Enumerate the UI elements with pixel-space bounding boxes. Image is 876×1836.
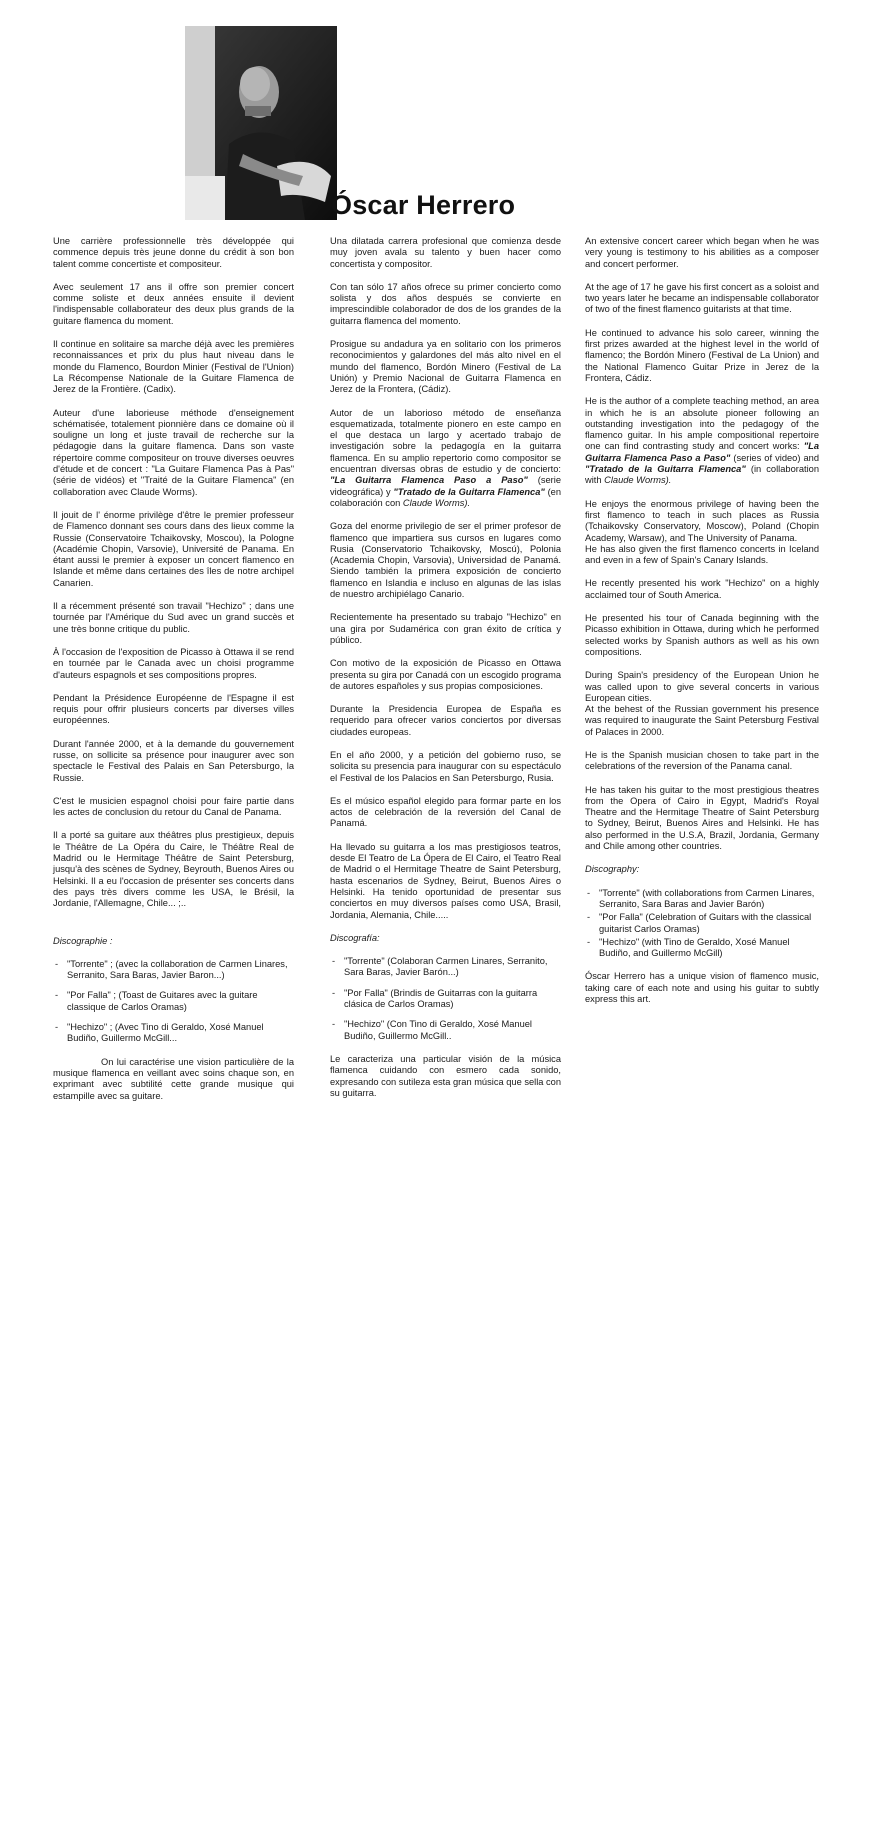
method-text: He is the author of a complete teaching method, an area in which he is an absolute pioneer following an outstanding investigation into the pedagogy of the flamenco guitar. In his ample compositional repertoire one can find contrasting study and concert works: [585,396,819,452]
discography-item: - "Hechizo" (Con Tino di Geraldo, Xosé Manuel Budiño, Guillermo McGill.. [330,1019,561,1042]
french-paragraph: Durant l'année 2000, et à la demande du gouvernement russe, on sollicite sa présence pour inaugurer avec son spectacle le Festival des Palais en San Petersburgo, la Russie. [53,738,294,783]
method-text: (en colaboración con [330,486,561,508]
english-paragraph: At the age of 17 he gave his first concert as a soloist and two years later he became an indispensable collaborator of two of the finest flamenco guitarists at that time. [585,281,819,315]
english-paragraph: He is the Spanish musician chosen to take part in the celebrations of the reversion of the Panama canal. [585,749,819,772]
spanish-closing: Le caracteriza una particular visión de la música flamenca cuidando con esmero cada sonido, expresando con sutileza esta gran música que sella con su guitarra. [330,1053,562,1098]
french-paragraph: À l'occasion de l'exposition de Picasso à Ottawa il se rend en tournée par le Canada avec un choisi programme d'auteurs espagnols et ses compositions propres. [53,646,294,680]
discography-item: - "Torrente" (with collaborations from Carmen Linares, Serranito, Sara Baras and Javier Barón) [585,888,819,911]
method-collaborator: Claude Worms). [402,497,471,508]
french-discography-list [53,959,294,1045]
spanish-paragraph: Goza del enorme privilegio de ser el primer profesor de flamenco que impartiera sus cursos en lugares como Rusia (Conservatorio Tchaikovsky, Moscú), Polonia (Academia Chopin, Varsovia), Universidad de Panamá. Siendo también la primera exposición de concierto flamenco en Islandia e incluso en algunas de las islas de nuestro archipiélago Canario. [330,521,561,600]
spanish-paragraph: Recientemente ha presentado su trabajo "Hechizo" en una gira por Sudamérica con gran éxito de crítica y público. [330,612,561,645]
english-paragraph: During Spain's presidency of the European Union he was called upon to give several concerts in various European cities. [585,670,819,703]
spanish-paragraph: Es el músico español elegido para formar parte en los actos de celebración de la reversión del Canal de Panamá. [330,795,561,829]
spanish-paragraph: En el año 2000, y a petición del gobierno ruso, se solicita su presencia para inaugurar con su espectáculo el Festival de los Palacios en San Petersburgo, Rusia. [330,749,561,783]
method-work-title: "La Guitarra Flamenca Paso a Paso" [585,441,819,463]
spanish-paragraph: Con motivo de la exposición de Picasso en Ottawa presenta su gira por Canadá con un escogido programa de autores españoles y sus propias composiciones. [330,658,561,691]
spanish-paragraph: Prosigue su andadura ya en solitario con los primeros reconocimientos y galardones del más alto nivel en el mundo del flamenco, Bordón Minero (Festival de La Unión) y Premio Nacional de Guitarra Flamenca en Jerez de la Frontera, (Cádiz). [330,339,561,395]
method-work-title: "Tratado de la Guitarra Flamenca" [393,486,545,497]
french-column [53,236,294,1114]
french-paragraph: Une carrière professionnelle très développée qui commence depuis très jeune donne du crédit à son bon talent comme concertiste et compositeur. [53,236,294,269]
spanish-paragraph: Ha llevado su guitarra a los mas prestigiosos teatros, desde El Teatro de La Ópera de El Cairo, el Teatro Real de Madrid o el Hermitage Theatre de Saint Petersburg, hasta escenarios de Sydney, Beirut, Buenos Aires o Helsinki. Ha tenido oportunidad de presentar sus conciertos en muy diversos países como USA, Brasil, Jordania, Alemania, Chile..... [330,841,561,920]
english-discography-heading: Discography: [585,864,640,875]
french-paragraph: Il a porté sa guitare aux théâtres plus prestigieux, depuis le Théâtre de La Opéra du Caire, le Théâtre Real de Madrid ou le Hermitage Théâtre de Saint Petersburg, jusqu'à des scènes de Sydney, Beyrouth, Buenos Aires ou Helsinki. Il a eu l'occasion de présenter ses concerts dans des pays très divers comme les USA, le Brésil, la Jordanie, l'Allemagne, Chile... ;.. [53,830,294,909]
english-paragraph: He has also given the first flamenco concerts in Iceland and even in a few of Spain's Canary Islands. [585,543,819,566]
method-text: Autor de un laborioso método de enseñanza esquematizada, totalmente pionero en este campo en el que destaca un largo y acertado trabajo de investigación sobre la pedagogía en la guitarra flamenca. En su amplio repertorio como compositor se encuentran diversas obras de estudio y de concierto: [330,407,561,475]
guitarist-portrait-icon [185,26,337,220]
discography-item: - "Por Falla" ; (Toast de Guitares avec la guitare classique de Carlos Oramas) [53,990,294,1013]
discography-item: - "Hechizo" ; (Avec Tino di Geraldo, Xosé Manuel Budiño, Guillermo McGill... [53,1022,294,1045]
english-paragraph: At the behest of the Russian government his presence was required to inaugurate the Saint Petersburg Festival of Palaces in 2000. [585,704,819,737]
method-text: (in collaboration with [585,464,819,486]
french-paragraph: C'est le musicien espagnol choisi pour faire partie dans les actes de conclusion du retour du Canal de Panama. [53,795,294,818]
english-discography-list [585,888,819,960]
english-paragraph: He has taken his guitar to the most prestigious theatres from the Opera of Cairo in Egypt, Madrid's Royal Theatre and the Hermitage Theatre of Saint Petersburg to Sydney, Beirut, Buenos Aires and Helsinki. He has also performed in the U.S.A, Brazil, Jordania, Germany and Chile among other countries. [585,784,819,852]
english-method-paragraph [585,396,819,486]
english-column [585,236,819,1017]
english-paragraph: An extensive concert career which began when he was very young is testimony to his abilities as a composer and concert performer. [585,236,819,269]
french-discography-heading: Discographie : [53,935,113,946]
discography-item: - "Por Falla" (Brindis de Guitarras con la guitarra clásica de Carlos Oramas) [330,988,561,1011]
english-paragraph: He presented his tour of Canada beginning with the Picasso exhibition in Ottawa, during which he performed selected works by Spanish authors as well as his own compositions. [585,613,819,657]
discography-item: - "Torrente" ; (avec la collaboration de Carmen Linares, Serranito, Sara Baras, Javier Baron...) [53,959,294,982]
page-title: Óscar Herrero [331,190,516,220]
english-closing: Óscar Herrero has a unique vision of flamenco music, taking care of each note and using his guitar to subtly express this art. [585,971,819,1005]
method-work-title: "La Guitarra Flamenca Paso a Paso" [330,475,528,486]
english-paragraph: He recently presented his work "Hechizo" on a highly acclaimed tour of South America. [585,578,819,600]
discography-item: - "Hechizo" (with Tino de Geraldo, Xosé Manuel Budiño, and Guillermo McGill) [585,937,819,960]
discography-item: - "Torrente" (Colaboran Carmen Linares, Serranito, Sara Baras, Javier Barón...) [330,956,561,979]
french-paragraph: Avec seulement 17 ans il offre son premier concert comme soliste et deux années ensuite il devient l'indispensable collaborateur des deux plus grands de la guitare flamenca du moment. [53,281,294,326]
method-text: (series of video) and [733,452,819,463]
portrait-photo [185,26,337,220]
spanish-method-paragraph [330,408,561,510]
french-paragraph: Il jouit de l' énorme privilège d'être le premier professeur de Flamenco donnant ses cours dans des lieux comme la Russie (Conservatoire Tchaikovsky, Moscou), la Pologne (Académie Chopin, Varsovie), Université de Panama. En étant aussi le premier à exposer un concert flamenco en Islande et même dans certaines des îles de notre archipel Canarien. [53,509,294,588]
spanish-discography-list [330,956,561,1042]
english-paragraph: He continued to advance his solo career, winning the first prizes awarded at the highest level in the world of flamenco; the Bordón Minero (Festival de La Union) and the National Flamenco Guitar Prize in Jerez de la Frontera, Cádiz. [585,327,819,383]
spanish-paragraph: Una dilatada carrera profesional que comienza desde muy joven avala su talento y buen hacer como concertista y compositor. [330,236,561,269]
french-paragraph: Il continue en solitaire sa marche déjà avec les premières reconnaissances et prix du plus haut niveau dans le monde du Flamenco, Bourdon Minier (Festival de l'Union) La Récompense Nationale de la Guitare Flamenca de Jerez de la Frontière. (Cadix). [53,339,294,395]
method-collaborator: Claude Worms). [604,475,672,486]
french-paragraph: Pendant la Présidence Européenne de l'Espagne il est requis pour offrir plusieurs concerts par diverses villes européennes. [53,692,294,726]
spanish-column [330,236,561,1111]
french-paragraph: Il a récemment présenté son travail "Hechizo" ; dans une tournée par l'Amérique du Sud avec un grand succès et une très bonne critique du public. [53,601,294,634]
method-text: (serie videográfica) y [330,475,561,497]
spanish-discography-heading: Discografía: [330,932,380,943]
english-paragraph: He enjoys the enormous privilege of having been the first flamenco to teach in such places as Russia (Tchaikovsky Conservatory, Moscow), Poland (Chopin Academy, Warsaw), and The University of Panama. [585,498,819,543]
discography-item: - "Por Falla" (Celebration of Guitars with the classical guitarist Carlos Oramas) [585,912,819,935]
spanish-paragraph: Con tan sólo 17 años ofrece su primer concierto como solista y dos años después se convierte en imprescindible colaborador de dos de los grandes de la guitarra flamenca del momento. [330,281,561,326]
spanish-paragraph: Durante la Presidencia Europea de España es requerido para ofrecer varios conciertos por diversas ciudades europeas. [330,704,561,737]
french-closing: On lui caractérise une vision particulière de la musique flamenca en veillant avec soins chaque son, en exprimant avec subtilité cette grande musique qui estampille avec sa guitare. [53,1056,294,1101]
method-work-title: "Tratado de la Guitarra Flamenca" [585,464,746,475]
french-paragraph: Auteur d'une laborieuse méthode d'enseignement schématisée, totalement pionnière dans ce domaine où il souligne un long et juste travail de recherche sur la pédagogie dans la guitare flamenca. Dans son vaste répertoire comme compositeur on trouve diverses oeuvres d'étude et de concert : "La Guitare Flamenca Pas à Pas" (série de vidéos) et "Traité de la Guitare Flamenca" (en collaboration avec Claude Worms). [53,407,294,497]
